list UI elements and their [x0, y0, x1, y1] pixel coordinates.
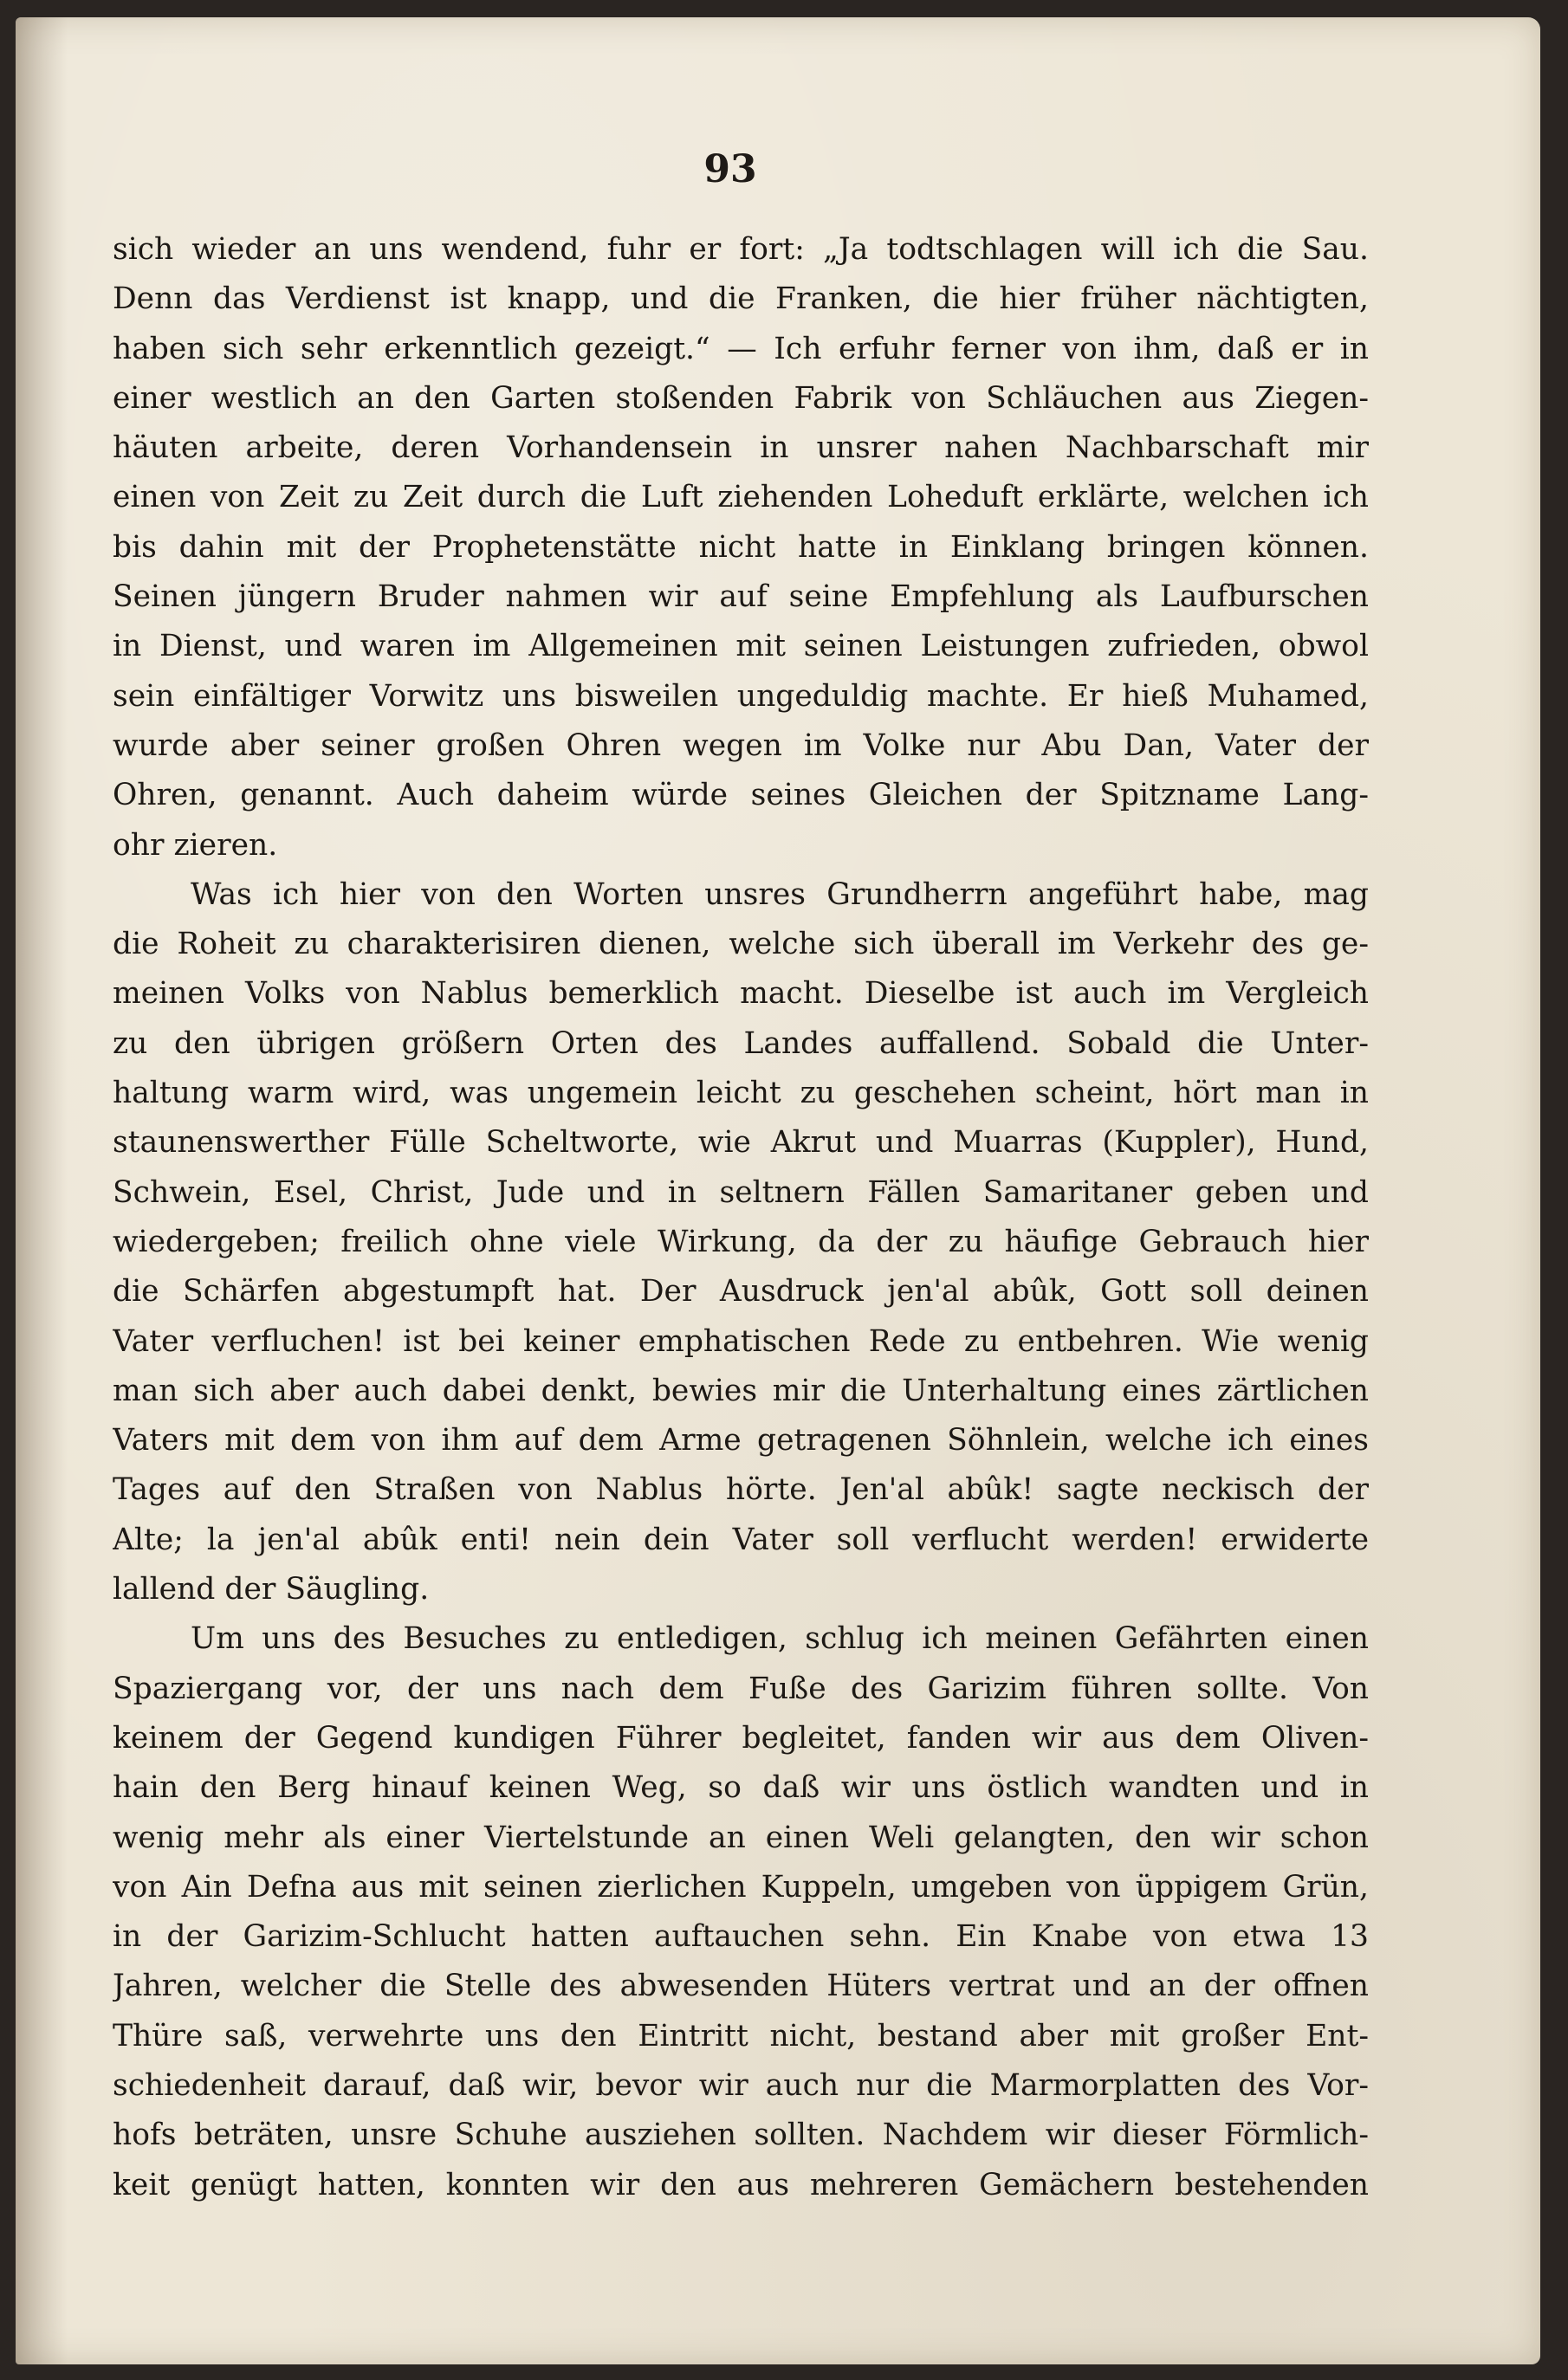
text-line: Vaters mit dem von ihm auf dem Arme getragenen Söhnlein, welche ich eines [113, 1423, 1369, 1458]
text-line: bis dahin mit der Prophetenstätte nicht hatte in Einklang bringen können. [113, 529, 1369, 565]
text-line: einen von Zeit zu Zeit durch die Luft ziehenden Loheduft erklärte, welchen ich [113, 480, 1369, 515]
text-line: zu den übrigen größern Orten des Landes auffallend. Sobald die Unter- [113, 1025, 1369, 1061]
text-line: Denn das Verdienst ist knapp, und die Franken, die hier früher nächtigten, [113, 281, 1369, 317]
text-line: hofs beträten, unsre Schuhe ausziehen sollten. Nachdem wir dieser Förmlich- [113, 2118, 1369, 2153]
text-line: sein einfältiger Vorwitz uns bisweilen ungeduldig machte. Er hieß Muhamed, [113, 678, 1369, 714]
text-line: Tages auf den Straßen von Nablus hörte. Jen'al abûk! sagte neckisch der [113, 1472, 1369, 1508]
book-page [16, 17, 1540, 2364]
text-line: meinen Volks von Nablus bemerklich macht. Dieselbe ist auch im Vergleich [113, 976, 1369, 1012]
text-line: sich wieder an uns wendend, fuhr er fort: „Ja todtschlagen will ich die Sau. [113, 232, 1369, 267]
text-line: staunenswerther Fülle Scheltworte, wie Akrut und Muarras (Kuppler), Hund, [113, 1125, 1369, 1161]
text-line: haben sich sehr erkenntlich gezeigt.“ — Ich erfuhr ferner von ihm, daß er in [113, 331, 1369, 366]
text-line: lallend der Säugling. [113, 1572, 430, 1607]
text-line: Spaziergang vor, der uns nach dem Fuße des Garizim führen sollte. Von [113, 1671, 1369, 1706]
text-line: Alte; la jen'al abûk enti! nein dein Vater soll verflucht werden! erwiderte [113, 1522, 1369, 1557]
text-line: Vater verfluchen! ist bei keiner emphatischen Rede zu entbehren. Wie wenig [113, 1323, 1369, 1359]
text-line: von Ain Defna aus mit seinen zierlichen Kuppeln, umgeben von üppigem Grün, [113, 1869, 1369, 1905]
text-line: wurde aber seiner großen Ohren wegen im Volke nur Abu Dan, Vater der [113, 728, 1369, 763]
text-line: wenig mehr als einer Viertelstunde an einen Weli gelangten, den wir schon [113, 1820, 1369, 1855]
page-number: 93 [703, 147, 757, 191]
text-line: in der Garizim-Schlucht hatten auftauchen sehn. Ein Knabe von etwa 13 [113, 1919, 1369, 1955]
text-line: Jahren, welcher die Stelle des abwesenden Hüters vertrat und an der offnen [113, 1969, 1369, 2004]
text-line: in Dienst, und waren im Allgemeinen mit seinen Leistungen zufrieden, obwol [113, 629, 1369, 664]
text-line: wiedergeben; freilich ohne viele Wirkung, da der zu häufige Gebrauch hier [113, 1224, 1369, 1259]
text-line: haltung warm wird, was ungemein leicht zu geschehen scheint, hört man in [113, 1076, 1369, 1111]
text-line: die Schärfen abgestumpft hat. Der Ausdruck jen'al abûk, Gott soll deinen [113, 1274, 1369, 1310]
text-line: keit genügt hatten, konnten wir den aus mehreren Gemächern bestehenden [113, 2167, 1369, 2202]
text-line: Thüre saß, verwehrte uns den Eintritt nicht, bestand aber mit großer Ent- [113, 2018, 1369, 2053]
spine-shadow [16, 17, 68, 2364]
text-line: ohr zieren. [113, 827, 278, 863]
text-line: Seinen jüngern Bruder nahmen wir auf seine Empfehlung als Laufburschen [113, 579, 1369, 615]
text-line: keinem der Gegend kundigen Führer begleitet, fanden wir aus dem Oliven- [113, 1720, 1369, 1756]
body-text [113, 225, 1369, 2210]
text-line: Schwein, Esel, Christ, Jude und in seltnern Fällen Samaritaner geben und [113, 1174, 1369, 1210]
text-line: hain den Berg hinauf keinen Weg, so daß wir uns östlich wandten und in [113, 1770, 1369, 1806]
text-line: häuten arbeite, deren Vorhandensein in unsrer nahen Nachbarschaft mir [113, 430, 1369, 466]
text-line: einer westlich an den Garten stoßenden Fabrik von Schläuchen aus Ziegen- [113, 380, 1369, 416]
text-line: Ohren, genannt. Auch daheim würde seines Gleichen der Spitzname Lang- [113, 778, 1369, 813]
text-line: Um uns des Besuches zu entledigen, schlug ich meinen Gefährten einen [191, 1621, 1369, 1657]
text-line: man sich aber auch dabei denkt, bewies mir die Unterhaltung eines zärtlichen [113, 1373, 1369, 1408]
text-line: Was ich hier von den Worten unsres Grundherrn angeführt habe, mag [191, 876, 1369, 912]
text-line: die Roheit zu charakterisiren dienen, welche sich überall im Verkehr des ge- [113, 927, 1369, 962]
text-line: schiedenheit darauf, daß wir, bevor wir auch nur die Marmorplatten des Vor- [113, 2067, 1369, 2103]
